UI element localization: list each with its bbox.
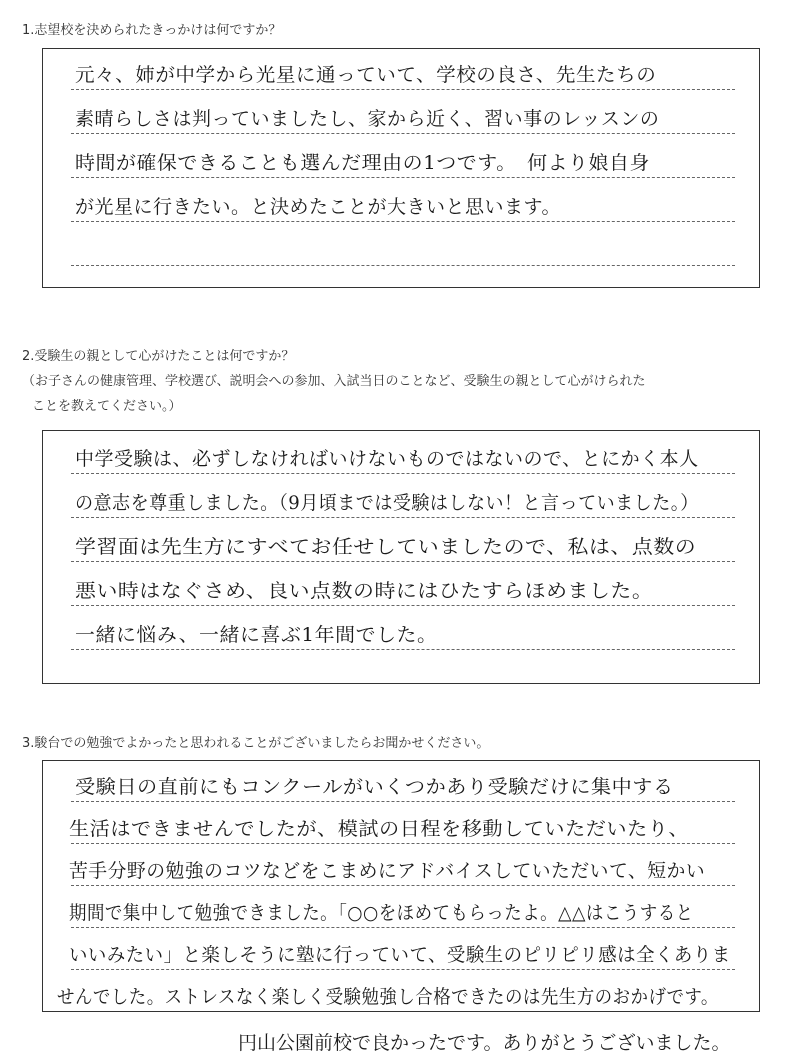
ruled-line: [71, 177, 735, 178]
answer-box-1: [42, 48, 760, 288]
question-1-prompt: 1.志望校を決められたきっかけは何ですか？: [22, 23, 282, 38]
answer-2-line-1: 中学受験は、必ずしなければいけないものではないので、とにかく本人: [75, 448, 699, 470]
answer-3-line-1: 受験日の直前にもコンクールがいくつかあり受験だけに集中する: [75, 776, 674, 798]
answer-1-line-2: 素晴らしさは判っていましたし、家から近く、習い事のレッスンの: [75, 108, 660, 130]
answer-2-line-4: 悪い時はなぐさめ、良い点数の時にはひたすらほめました。: [75, 580, 654, 602]
ruled-line: [71, 605, 735, 606]
ruled-line: [71, 885, 735, 886]
ruled-line: [71, 649, 735, 650]
answer-2-line-3: 学習面は先生方にすべてお任せしていましたので、私は、点数の: [75, 536, 697, 558]
answer-2-line-2: の意志を尊重しました。（9月頃までは受験はしない！と言っていました。）: [75, 492, 699, 514]
answer-1-line-3: 時間が確保できることも選んだ理由の1つです。 何より娘自身: [75, 152, 650, 174]
ruled-line: [71, 133, 735, 134]
answer-box-3: [42, 760, 760, 1012]
ruled-line: [71, 473, 735, 474]
ruled-line: [71, 801, 735, 802]
ruled-line: [71, 969, 735, 970]
answer-3-line-4: 期間で集中して勉強できました。「○○をほめてもらったよ。△△はこうすると: [69, 902, 694, 924]
answer-3-line-6: せんでした。ストレスなく楽しく受験勉強し合格できたのは先生方のおかげです。: [57, 986, 719, 1008]
answer-3-line-5: いいみたい」と楽しそうに塾に行っていて、受験生のピリピリ感は全くありま: [69, 944, 731, 966]
answer-box-2: [42, 430, 760, 684]
answer-3-line-2: 生活はできませんでしたが、模試の日程を移動していただいたり、: [69, 818, 690, 840]
ruled-line: [71, 221, 735, 222]
answer-3-line-3: 苦手分野の勉強のコツなどをこまめにアドバイスしていただいて、短かい: [69, 860, 706, 882]
ruled-line: [71, 927, 735, 928]
answer-1-line-4: が光星に行きたい。と決めたことが大きいと思います。: [75, 196, 561, 218]
question-2-note-line-2: ことを教えてください。）: [32, 399, 182, 414]
ruled-line: [71, 561, 735, 562]
ruled-line: [71, 265, 735, 266]
answer-1-line-1: 元々、姉が中学から光星に通っていて、学校の良さ、先生たちの: [75, 64, 657, 86]
answer-2-line-5: 一緒に悩み、一緒に喜ぶ1年間でした。: [75, 624, 438, 646]
answer-3-closing-line: 円山公園前校で良かったです。ありがとうございました。: [238, 1032, 731, 1054]
question-2-note-line-1: （お子さんの健康管理、学校選び、説明会への参加、入試当日のことなど、受験生の親として心がけられた: [22, 374, 646, 389]
ruled-line: [71, 89, 735, 90]
ruled-line: [71, 517, 735, 518]
ruled-line: [71, 843, 735, 844]
question-3-prompt: 3.駿台での勉強でよかったと思われることがございましたらお聞かせください。: [22, 736, 490, 751]
question-2-prompt: 2.受験生の親として心がけたことは何ですか？: [22, 349, 295, 364]
